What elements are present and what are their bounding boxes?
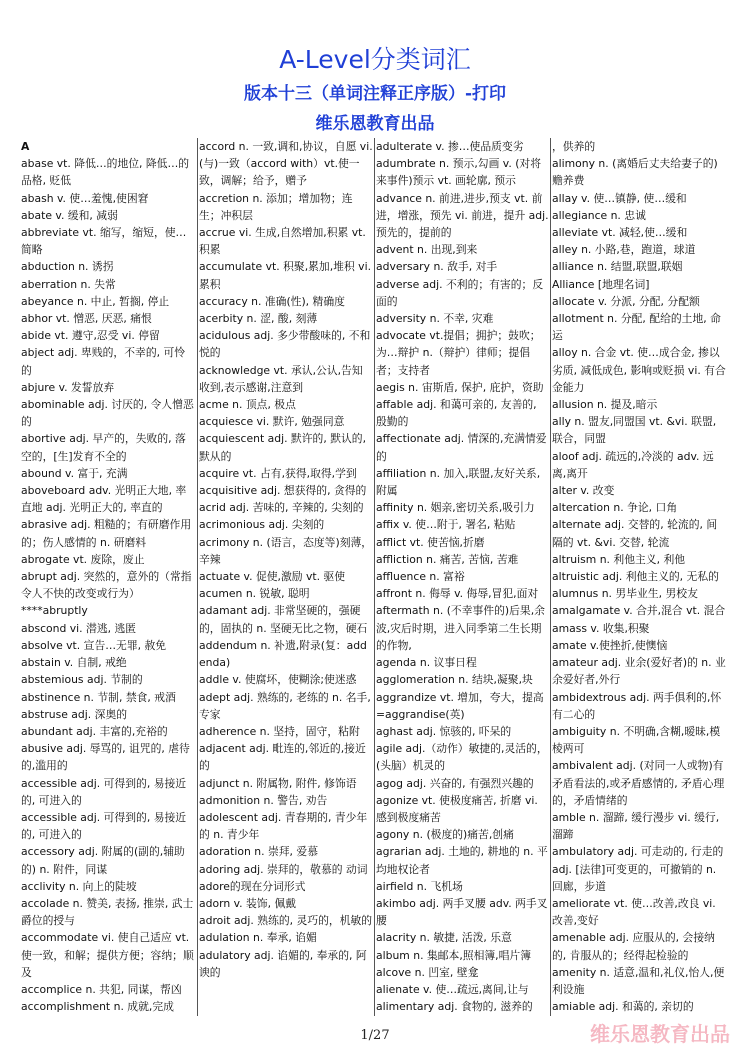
vocab-entry: actuate v. 促使,激励 vt. 驱使 <box>199 570 346 584</box>
vocab-entry: affectionate adj. 情深的,充满情爱的 <box>376 432 547 463</box>
vocab-entry: alienate v. 使…疏远,离间,让与 <box>376 982 529 996</box>
vocab-entry: aberration n. 失常 <box>21 277 116 291</box>
watermark: 维乐恩教育出品 <box>590 1022 730 1046</box>
vocab-entry: aghast adj. 惊骇的, 吓呆的 <box>376 724 512 738</box>
vocab-entry: agglomeration n. 结块,凝聚,块 <box>376 673 533 687</box>
vocab-entry: addendum n. 补遗,附录(复：addenda) <box>199 638 367 670</box>
vocab-entry: admonition n. 警告, 劝告 <box>199 793 328 807</box>
page-number: 1/27 <box>360 1028 390 1043</box>
vocab-entry: amateur adj. 业余(爱好者)的 n. 业余爱好者,外行 <box>552 656 726 687</box>
vocab-entry: advocate vt.提倡；拥护；鼓吹；为…辩护 n.（辩护）律师；提倡者；支持者 <box>376 329 541 377</box>
vocab-entry: altercation n. 争论, 口角 <box>552 501 678 515</box>
vocab-entry: adversity n. 不幸, 灾难 <box>376 312 494 326</box>
vocab-entry: alumnus n. 男毕业生, 男校友 <box>552 587 698 601</box>
vocab-entry: adamant adj. 非常坚硬的，强硬的，固执的 n. 坚硬无比之物，硬石 <box>199 604 368 635</box>
vocab-entry: affront n. 侮辱 v. 侮辱,冒犯,面对 <box>376 587 539 601</box>
vocab-entry: alimentary adj. 食物的, 滋养的 <box>376 1000 533 1014</box>
vocab-entry: abrupt adj. 突然的，意外的（常指令人不快的改变或行为） <box>21 570 192 601</box>
vocab-entry: agog adj. 兴奋的, 有强烈兴趣的 <box>376 776 534 790</box>
vocab-entry: acquiesce vi. 默许, 勉强同意 <box>199 415 345 429</box>
vocab-entry: adjunct n. 附属物, 附件, 修饰语 <box>199 776 357 790</box>
vocab-entry: adoring adj. 崇拜的，敬慕的 动词adore的现在分词形式 <box>199 862 368 893</box>
column-divider <box>197 138 198 1016</box>
vocab-entry: alloy n. 合金 vt. 使…成合金, 掺以劣质, 减低成色, 影响或贬损 vi. 有合金能力 <box>552 346 726 394</box>
vocab-entry: acrimony n. (语言，态度等)刻薄，辛辣 <box>199 535 373 566</box>
vocab-entry: affix v. 使…附于, 署名, 粘贴 <box>376 518 516 532</box>
vocab-entry: alter v. 改变 <box>552 484 615 498</box>
vocab-entry: abortive adj. 早产的，失败的, 落空的，[生]发育不全的 <box>21 432 186 463</box>
vocab-entry: afflict vt. 使苦恼,折磨 <box>376 535 485 549</box>
vocabulary-column-4 <box>552 138 726 1016</box>
vocab-entry: airfield n. 飞机场 <box>376 879 463 893</box>
vocab-entry: agrarian adj. 土地的, 耕地的 n. 平均地权论者 <box>376 845 548 876</box>
vocab-entry: acerbity n. 涩, 酸, 刻薄 <box>199 312 318 326</box>
vocab-entry: adulatory adj. 谄媚的, 奉承的, 阿谀的 <box>199 948 367 979</box>
vocab-entry: alternate adj. 交替的, 轮流的, 间隔的 vt. &vi. 交替, 轮流 <box>552 518 718 549</box>
vocabulary-column-1 <box>21 138 195 1016</box>
vocab-entry: aboveboard adv. 光明正大地, 率直地 adj. 光明正大的, 率直的 <box>21 484 187 515</box>
vocab-entry: abduction n. 诱拐 <box>21 260 114 274</box>
vocab-entry: adoration n. 崇拜, 爱慕 <box>199 845 319 859</box>
vocab-entry: adolescent adj. 青春期的, 青少年的 n. 青少年 <box>199 810 368 842</box>
section-letter-heading: A <box>21 140 30 153</box>
vocab-entry: adulation n. 奉承, 谄媚 <box>199 931 317 945</box>
vocab-entry: altruism n. 利他主义, 利他 <box>552 552 686 566</box>
vocab-entry: abusive adj. 辱骂的, 诅咒的, 虐待的,滥用的 <box>21 742 190 773</box>
vocab-entry: adverse adj. 不利的；有害的；反面的 <box>376 277 544 308</box>
vocab-entry: ambiguity n. 不明确,含糊,暧昧,模棱两可 <box>552 724 721 756</box>
vocab-entry: abrogate vt. 废除，废止 <box>21 552 145 566</box>
vocab-entry: amate v.使挫折,使懊恼 <box>552 638 668 652</box>
vocab-entry: addle v. 使腐坏，使糊涂;使迷惑 <box>199 673 357 687</box>
vocab-entry: accessible adj. 可得到的, 易接近的, 可进入的 <box>21 776 187 807</box>
vocab-entry: abound v. 富于, 充满 <box>21 466 128 480</box>
vocab-entry: ，供养的 <box>552 140 596 153</box>
vocab-entry: album n. 集邮本,照相簿,唱片簿 <box>376 948 532 962</box>
vocab-entry: accord n. 一致,调和,协议，自愿 vi. (与)一致（accord with）vt.使一致，调解；给予，赠予 <box>199 140 373 188</box>
vocab-entry: abeyance n. 中止, 暂搁, 停止 <box>21 294 170 308</box>
vocab-entry: abhor vt. 憎恶, 厌恶, 痛恨 <box>21 312 152 326</box>
vocab-entry: amble n. 溜蹄, 缓行漫步 vi. 缓行,溜蹄 <box>552 810 720 842</box>
vocab-entry: aloof adj. 疏远的,冷淡的 adv. 远离,离开 <box>552 449 714 480</box>
vocab-entry: accrue vi. 生成,自然增加,积累 vt. 积累 <box>199 226 366 257</box>
vocab-entry: abstemious adj. 节制的 <box>21 673 143 687</box>
vocab-entry: adjacent adj. 毗连的,邻近的,接近的 <box>199 742 366 773</box>
vocab-entry: alley n. 小路,巷，跑道，球道 <box>552 243 696 257</box>
vocab-entry: affluence n. 富裕 <box>376 570 465 584</box>
document-subtitle: 版本十三（单词注释正序版）-打印 <box>243 84 507 104</box>
vocab-entry: ambivalent adj. (对同一人或物)有矛盾看法的,或矛盾感情的, 矛盾心理的，矛盾情绪的 <box>552 759 725 807</box>
vocab-entry: accomplice n. 共犯, 同谋，帮凶 <box>21 982 182 996</box>
vocab-entry: abjure v. 发誓放弃 <box>21 380 115 394</box>
vocab-entry: adept adj. 熟练的, 老练的 n. 名手, 专家 <box>199 690 371 721</box>
vocab-entry: abash v. 使…羞愧,使困窘 <box>21 191 149 205</box>
vocab-entry: agenda n. 议事日程 <box>376 656 477 670</box>
vocab-entry: agile adj.（动作）敏捷的,灵活的，(头脑）机灵的 <box>376 742 548 773</box>
vocab-entry: ambidextrous adj. 两手俱利的,怀有二心的 <box>552 690 722 721</box>
vocab-entry: affliction n. 痛苦, 苦恼, 苦难 <box>376 552 519 566</box>
vocab-entry: abbreviate vt. 缩写，缩短，使…简略 <box>21 226 187 257</box>
vocab-entry: altruistic adj. 利他主义的, 无私的 <box>552 570 719 584</box>
vocab-entry: abase vt. 降低…的地位, 降低…的品格, 贬低 <box>21 157 190 188</box>
vocab-entry: affiliation n. 加入,联盟,友好关系,附属 <box>376 466 541 498</box>
vocab-entry: accessible adj. 可得到的, 易接近的, 可进入的 <box>21 810 187 842</box>
vocab-entry: accomplishment n. 成就,完成 <box>21 1000 174 1014</box>
vocab-entry: acquiescent adj. 默许的, 默认的, 默从的 <box>199 432 367 463</box>
vocab-entry: amalgamate v. 合并,混合 vt. 混合 <box>552 604 726 618</box>
vocab-entry: adversary n. 敌手, 对手 <box>376 260 498 274</box>
vocab-entry: absolve vt. 宣告…无罪, 赦免 <box>21 638 167 652</box>
vocab-entry: abject adj. 卑贱的，不幸的, 可怜的 <box>21 346 186 377</box>
vocab-entry: abominable adj. 讨厌的, 令人憎恶的 <box>21 398 194 429</box>
document-publisher: 维乐恩教育出品 <box>315 114 435 134</box>
vocab-entry: alacrity n. 敏捷, 活泼, 乐意 <box>376 931 512 945</box>
vocab-entry: alcove n. 凹室, 壁龛 <box>376 965 479 979</box>
vocab-entry: advent n. 出现,到来 <box>376 243 478 257</box>
vocab-entry: accumulate vt. 积聚,累加,堆积 vi. 累积 <box>199 260 372 291</box>
vocab-entry: adroit adj. 熟练的, 灵巧的，机敏的 <box>199 914 373 928</box>
vocab-entry: advance n. 前进,进步,预支 vt. 前进，增涨，预先 vi. 前进，提升 adj. 预先的，提前的 <box>376 191 549 240</box>
vocab-entry: amenable adj. 应服从的, 会接纳的, 肯服从的；经得起检验的 <box>552 931 715 962</box>
vocab-entry: affinity n. 姻亲,密切关系,吸引力 <box>376 501 535 515</box>
vocab-entry: abstinence n. 节制, 禁食, 戒酒 <box>21 690 176 704</box>
vocab-entry: accessory adj. 附属的(副的,辅助的) n. 附件，同谋 <box>21 845 185 876</box>
vocab-entry: allay v. 使…镇静, 使…缓和 <box>552 191 687 205</box>
vocab-entry: aegis n. 宙斯盾, 保护, 庇护，资助 <box>376 380 544 394</box>
vocab-entry: allegiance n. 忠诚 <box>552 208 646 222</box>
vocab-entry: ****abruptly <box>21 604 88 618</box>
vocab-entry: acrimonious adj. 尖刻的 <box>199 518 325 532</box>
vocab-entry: allotment n. 分配, 配给的土地, 命运 <box>552 312 721 343</box>
vocab-entry: allusion n. 提及,暗示 <box>552 398 658 412</box>
vocab-entry: acidulous adj. 多少带酸味的, 不和悦的 <box>199 329 371 360</box>
document-title: A-Level分类词汇 <box>279 45 471 74</box>
vocab-entry: abscond vi. 潜逃, 逃匿 <box>21 621 137 635</box>
vocab-entry: abstruse adj. 深奥的 <box>21 707 128 721</box>
vocab-entry: abstain v. 自制, 戒绝 <box>21 656 127 670</box>
vocab-entry: acme n. 顶点, 极点 <box>199 398 296 412</box>
vocab-entry: acumen n. 锐敏, 聪明 <box>199 587 310 601</box>
vocab-entry: allocate v. 分派, 分配, 分配额 <box>552 294 700 308</box>
vocab-entry: alleviate vt. 减轻,使…缓和 <box>552 226 688 240</box>
vocab-entry: abate v. 缓和, 减弱 <box>21 208 118 222</box>
vocab-entry: acquisitive adj. 想获得的, 贪得的 <box>199 484 367 498</box>
vocab-entry: accuracy n. 准确(性), 精确度 <box>199 294 345 308</box>
vocabulary-columns <box>21 138 733 1016</box>
vocab-entry: agony n. (极度的)痛苦,创痛 <box>376 828 514 842</box>
vocab-entry: aggrandize vt. 增加，夸大，提高=aggrandise(英) <box>376 690 544 721</box>
column-divider <box>550 138 551 1016</box>
vocab-entry: accolade n. 赞美, 表扬, 推崇, 武士爵位的授与 <box>21 896 194 928</box>
vocab-entry: adorn v. 装饰, 佩戴 <box>199 896 297 910</box>
vocab-entry: adumbrate n. 预示,勾画 v. (对将来事件)预示 vt. 画轮廓, 预示 <box>376 157 542 188</box>
vocab-entry: amass v. 收集,积聚 <box>552 621 650 635</box>
vocab-entry: accretion n. 添加；增加物；连生；冲积层 <box>199 191 353 222</box>
vocab-entry: aftermath n. (不幸事件的)后果,余波,灾后时期，进入同季第二生长期的作物, <box>376 604 545 652</box>
vocab-entry: acquire vt. 占有,获得,取得,学到 <box>199 466 357 480</box>
vocab-entry: accommodate vi. 使自己适应 vt. 使一致，和解；提供方便；容纳；顺及 <box>21 931 194 979</box>
vocab-entry: acknowledge vt. 承认,公认,告知收到,表示感谢,注意到 <box>199 363 363 394</box>
vocabulary-column-2 <box>199 138 373 1016</box>
vocabulary-column-3 <box>376 138 550 1016</box>
vocab-entry: adherence n. 坚持，固守，粘附 <box>199 724 360 738</box>
vocab-entry: akimbo adj. 两手叉腰 adv. 两手叉腰 <box>376 896 548 928</box>
vocab-entry: affable adj. 和蔼可亲的, 友善的, 殷勤的 <box>376 398 537 429</box>
vocab-entry: agonize vt. 使极度痛苦, 折磨 vi. 感到极度痛苦 <box>376 793 538 824</box>
vocab-entry: alliance n. 结盟,联盟,联姻 <box>552 260 683 274</box>
vocab-entry: ambulatory adj. 可走动的, 行走的 adj. [法律]可变更的，可撤销的 n. 回廊，步道 <box>552 845 724 893</box>
vocab-entry: abide vt. 遵守,忍受 vi. 停留 <box>21 329 160 343</box>
column-divider <box>374 138 375 1016</box>
document-header <box>0 44 750 138</box>
vocab-entry: ally n. 盟友,同盟国 vt. &vi. 联盟,联合，同盟 <box>552 415 717 446</box>
vocab-entry: amiable adj. 和蔼的, 亲切的 <box>552 1000 694 1014</box>
vocab-entry: ameliorate vt. 使…改善,改良 vi. 改善,变好 <box>552 896 716 928</box>
vocab-entry: acrid adj. 苦味的, 辛辣的, 尖刻的 <box>199 501 364 515</box>
vocab-entry: acclivity n. 向上的陡坡 <box>21 879 137 893</box>
vocab-entry: amenity n. 适意,温和,礼仪,怡人,便利设施 <box>552 965 725 996</box>
vocab-entry: adulterate v. 掺…使品质变劣 <box>376 140 524 153</box>
vocab-entry: Alliance [地理名词] <box>552 277 650 291</box>
vocab-entry: alimony n. (离婚后丈夫给妻子的)赡养费 <box>552 157 718 188</box>
vocab-entry: abundant adj. 丰富的,充裕的 <box>21 724 168 738</box>
vocab-entry: abrasive adj. 粗糙的；有研磨作用的；伤人感情的 n. 研磨料 <box>21 518 192 549</box>
